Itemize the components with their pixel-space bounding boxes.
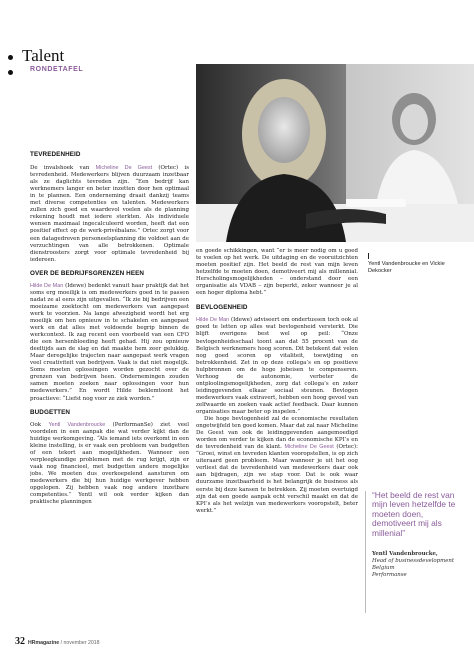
magazine-name: HRmagazine (28, 640, 60, 646)
heading-bedrijfsgrenzen: OVER DE BEDRIJFSGRENZEN HEEN (30, 269, 145, 277)
heading-tevredenheid: TEVREDENHEID (30, 151, 81, 158)
issue-date: / november 2018 (60, 640, 100, 646)
text: (Ortec) is tevredenheid. Medewerkers blijven duurzaam inzetbaar als ze daglichts tevreden zijn. “Een bedrijf kan werknemers langer en beter inzetten door hen optimaal in te plannen. Een onderneming draait dankzij teams met diverse competenties en talenten. Medewerkers zullen zich goed en waardevol voelen als de planning rekening houdt met iedere sterkten. Als individuele wensen maximaal ingecalculeerd worden, heeft dat een positief effect op de werk-privébalans.” Ortec zorgt voor een datagedreven personeelsplanning die voldoet aan de verzuchtingen van alle betrokkenen. Optimale dienstroosters zorgt voor optimale tevredenheid bij iedereen. (30, 165, 189, 263)
page-footer (15, 636, 100, 647)
section-subtitle: RONDETAFEL (30, 66, 84, 73)
pullquote-author: Yentl Vandenbroucke, (372, 551, 438, 557)
roundtable-photo (196, 64, 474, 242)
paragraph (196, 317, 358, 416)
pullquote-attribution (372, 551, 464, 579)
caption-text: Yentl Vandenbroucke en Vickie Dekocker (368, 261, 445, 275)
photo-illustration (196, 64, 474, 242)
heading-bevlogenheid: BEVLOGENHEID (196, 304, 248, 312)
text: (Ortec): “Groei, winst en tevreden klanten vooropstellen, is op zich uiteraard geen probleem. Maar wanneer je uit het oog verliest dat de tevredenheid van medewerkers daar ook aan bijdragen, zijn we stap voor. Dat is ook waar duurzame inzetbaarheid is het belangrijk de business als eerste bij deze kansen te betrekken. Zij moeten overtuigd zijn dat een goede aanpak echt verschil maakt en dat de KPI’s als het welzijn van medewerkers vooropstelt, beter werkt.” (196, 444, 358, 514)
text: Ook (30, 421, 49, 428)
pullquote-text: “Het beeld de rest van mijn leven hetzelfde te moeten doen, demotiveert mij als millenial” (372, 490, 456, 538)
pullquote-company: Performanse (372, 572, 407, 578)
paragraph (196, 416, 358, 515)
pullquote-country: Belgium (372, 565, 395, 571)
text: (Idewe) bedenkt vanuit haar praktijk dat het soms erg moeilijk is om medewerkers goed in te passen nadat ze al eens zijn uitgevallen. “Ik zie bij bedrijven een moeizame zoektocht om medewerkers van aangepast werk te voorzien. Na lange afwezigheid wordt het erg moeilijk om hen opnieuw in te schakelen en aangepast werk en dat alles met voldoende begrip binnen de werkcontext. Ik zag recent een voorbeeld van een CFO die een hersenbloeding heeft gehad. Hij zou opnieuw deeltijds aan de slag en dat maakte hem zeer gelukkig. Maar deregelijke trajecten naar aangepast werk vragen veel creativiteit van bedrijven. Vaak is dat niet mogelijk. Soms moeten oplossingen worden gezocht over de grenzen van bedrijven heen. Ondernemingen zouden samen moeten zoeken naar oplossingen voor hun medewerkers.” En wordt Hilde beklemtoont het proactieve: “Liefst nog voor ze ziek worden.” (30, 282, 189, 402)
text: (Idewe) adviseert om ondertussen toch ook al goed te letten op alles wat bevlogenheid versterkt. Die blijft overigens best wel op peil: “Onze bevlogenheidsschaal toont aan dat 55 procent van de Belgisch werknemers hoog scoren. Dit betekent dat velen nog goed scoren op vitaliteit, toewijding en betrokkenheid. Zet in op deze collega’s en op positieve hulpbronnen om de hoge jobeisen te compenseren. Verhoog de autonomie, verbeter de ontploolingsmogelijkheden, zorg dat collega’s en zeker leidinggevenden elkaar sociaal steunen. Bevlogen medewerkers vaak extravert, hebben een hoog gevoel van zelfwaarde en zoeken vaak actief feedback. Daar kunnen organisaties maar beter op inspelen.” (196, 317, 358, 415)
pullquote-rule (365, 491, 366, 613)
text: (PerformanSe) ziet veel voordelen in een aanpak die wat verder kijkt dan de huidige werkomgeving. “Als iemand iets overkomt in een kleine instelling, is er vaak een probleem van budgetten of een tekort aan mogelijkheden. Wanneer een verpleegkundige problemen met de rug krijgt, zijn er vaak nog financieel, met budgetten andere mogelijke jobs. We moeten dus overkoepelend aansturen om medewerkers die bij hun huidige werkgever hebben opgelopen. Zij hebben vaak nog andere inzetbare competenties.” Yentl wil ook verder kijken dan praktische planningen (30, 421, 189, 506)
pullquote-role: Head of businessdevelopment (372, 558, 455, 564)
article-column-2 (196, 248, 358, 614)
person-name: Hilde De Man (30, 282, 64, 289)
paragraph: en goede schikkingen, want “er is meer nodig om u goed te voelen op het werk. De uitdaging en de vooruitzichten moeten positief zijn. Het beeld de rest van mijn leven hetzelfde te moeten doen, demotiveert mij als millennial. Herscholingsmogelijkheden – onderstand door een organisatie als VDAB – zijn beperkt, zeker wanneer je al een hoger diploma hebt.” (196, 248, 358, 297)
heading-budgetten: BUDGETTEN (30, 408, 71, 416)
paragraph (30, 422, 189, 507)
caption-rule (368, 253, 369, 259)
bullet-icon (8, 55, 13, 60)
person-name: Hilde De Man (196, 317, 230, 324)
article-column-1 (30, 151, 189, 611)
photo-caption (368, 253, 468, 275)
text: De invalshoek van (30, 165, 96, 172)
paragraph (30, 283, 189, 403)
page-number: 32 (15, 636, 25, 647)
section-title: Talent (22, 46, 65, 65)
bullet-icon (8, 70, 13, 75)
person-name: Micheline De Geest (95, 165, 153, 172)
person-name: Yentl Vandenbroucke (48, 421, 106, 428)
person-name: Micheline De Geest (284, 444, 334, 451)
text: Die hoge bevlogenheid zal de economische resultaten ongetwijfeld ten goed komen. Maar dat zal naar Micheline De Geest van ook de leidinggevenden aangemoedigd worden om verder te kijken dan de economische KPI’s en de tevredenheid van de klant. (196, 416, 358, 451)
paragraph (30, 165, 189, 264)
